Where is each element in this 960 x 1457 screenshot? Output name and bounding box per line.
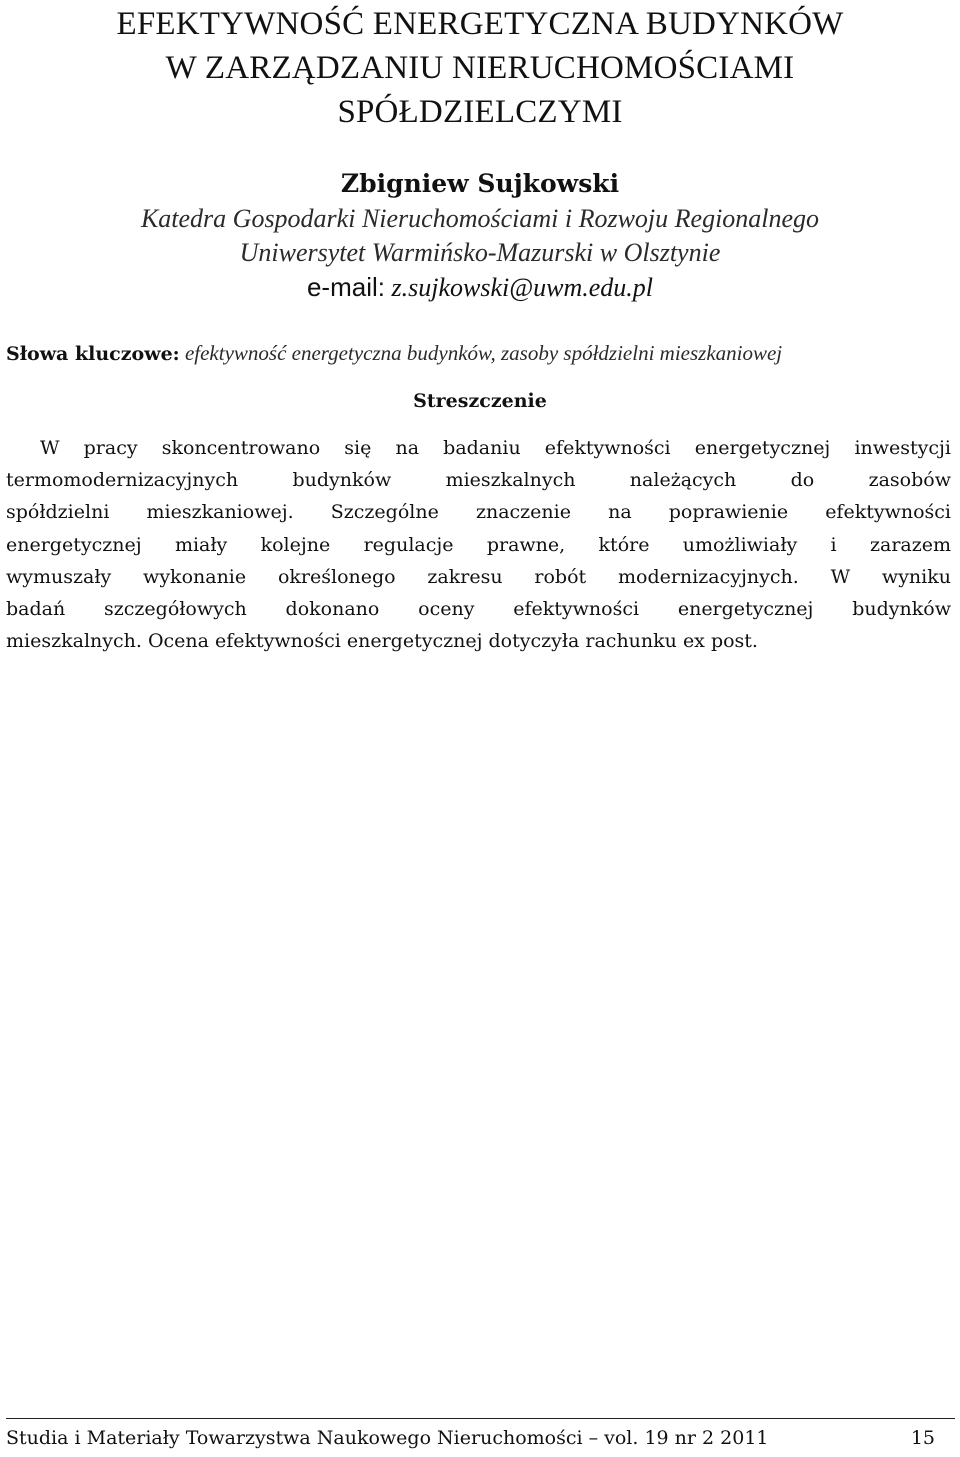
abstract-line: energetycznej miały kolejne regulacje prawne, które umożliwiały i zarazem: [6, 533, 951, 556]
abstract-line: badań szczegółowych dokonano oceny efektywności energetycznej budynków: [6, 598, 951, 621]
abstract-heading: Streszczenie: [413, 390, 547, 412]
abstract-line: mieszkalnych. Ocena efektywności energetycznej dotyczyła rachunku ex post.: [6, 630, 758, 653]
abstract-body: [6, 432, 951, 657]
paper-title: [0, 2, 960, 134]
keywords-label: Słowa kluczowe: [6, 343, 173, 365]
email-line: [0, 270, 960, 305]
title-line-2: W ZARZĄDZANIU NIERUCHOMOŚCIAMI: [165, 50, 795, 86]
title-line-1: EFEKTYWNOŚĆ ENERGETYCZNA BUDYNKÓW: [116, 6, 844, 42]
page-number: 15: [910, 1427, 935, 1449]
keywords: Słowa kluczowe: efektywność energetyczna budynków, zasoby spółdzielni mieszkaniowej: [6, 341, 783, 365]
title-line-3: SPÓŁDZIELCZYMI: [337, 94, 623, 130]
author-email: z.sujkowski@uwm.edu.pl: [391, 273, 654, 302]
author-block: [0, 166, 960, 305]
keywords-text: efektywność energetyczna budynków, zasoby spółdzielni mieszkaniowej: [184, 341, 783, 365]
author-name: Zbigniew Sujkowski: [340, 169, 620, 198]
affiliation-department: Katedra Gospodarki Nieruchomościami i Rozwoju Regionalnego: [140, 204, 820, 233]
abstract-line: wymuszały wykonanie określonego zakresu robót modernizacyjnych. W wyniku: [6, 565, 951, 588]
email-label: e-mail:: [306, 272, 385, 302]
abstract-line: W pracy skoncentrowano się na badaniu efektywności energetycznej inwestycji: [40, 437, 951, 459]
journal-citation: Studia i Materiały Towarzystwa Naukowego Nieruchomości – vol. 19 nr 2 2011: [6, 1427, 769, 1449]
abstract-line: termomodernizacyjnych budynków mieszkalnych należących do zasobów: [6, 469, 951, 492]
affiliation-university: Uniwersytet Warmińsko-Mazurski w Olsztynie: [239, 238, 721, 267]
abstract-line: spółdzielni mieszkaniowej. Szczególne znaczenie na poprawienie efektywności: [6, 501, 951, 524]
footer-rule: [6, 1418, 955, 1419]
